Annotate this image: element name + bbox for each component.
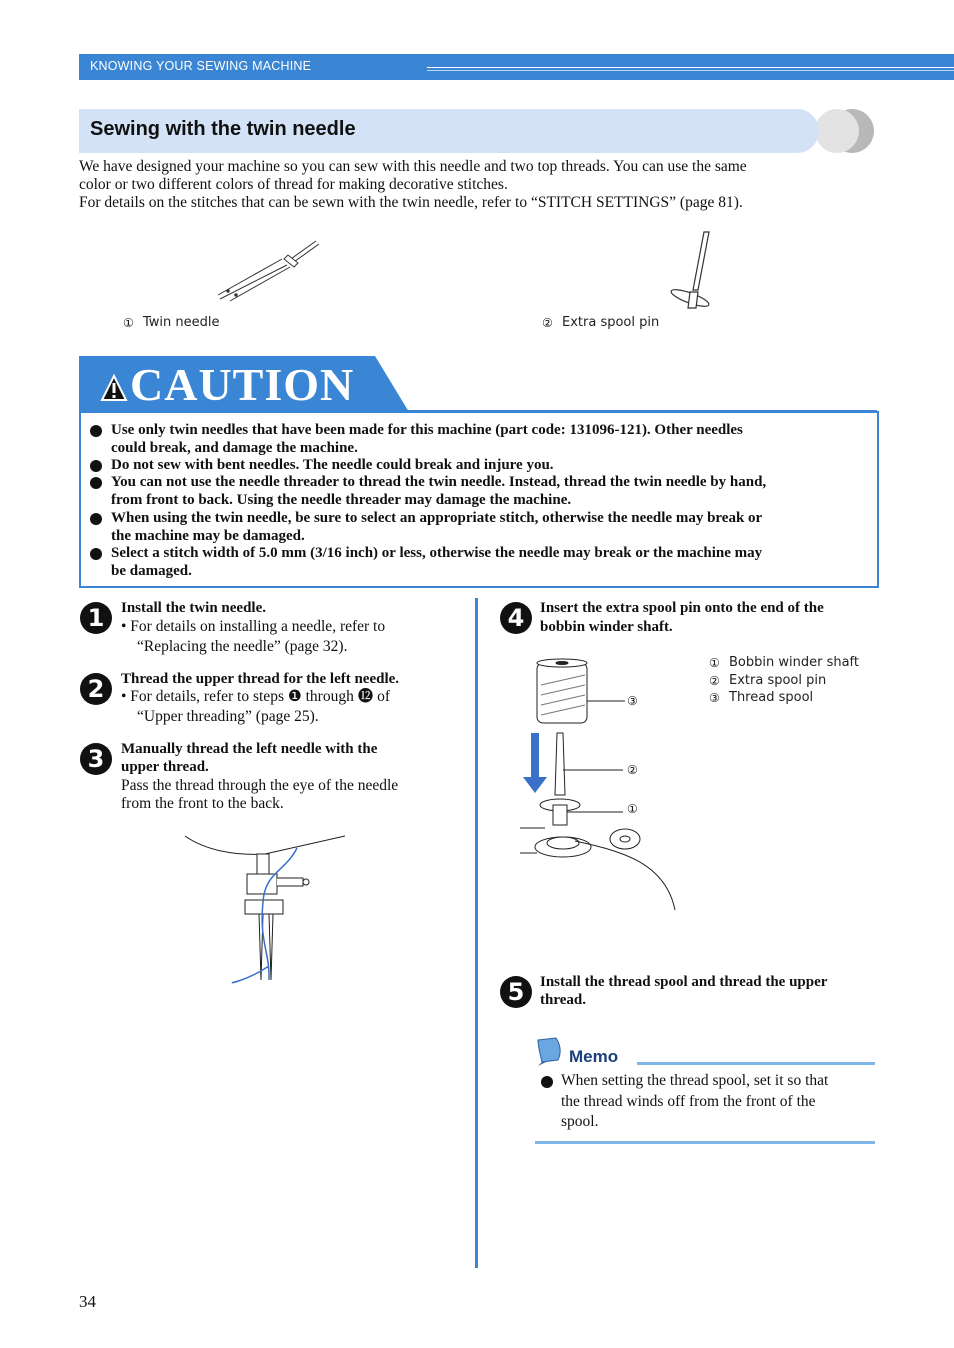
memo-line-2: the thread winds off from the front of the [561,1092,816,1110]
memo-bottom-rule [535,1141,875,1144]
step-4-title-2: bobbin winder shaft. [540,619,673,635]
memo-icon [534,1036,566,1066]
caution-item-5: Select a stitch width of 5.0 mm (3/16 inch) or less, otherwise the needle may break or the machine may be damaged. [90,545,860,580]
threading-illustration [185,832,350,992]
section-title: Sewing with the twin needle [90,118,356,140]
legend-label-1: Bobbin winder shaft [729,655,859,670]
step-5-title-2: thread. [540,992,586,1008]
step-4-title-1: Insert the extra spool pin onto the end of the [540,600,824,616]
twin-needle-num: ① [123,316,134,330]
caution-title: CAUTION [130,359,355,410]
bullet-icon [541,1076,553,1088]
bullet-icon [90,460,102,472]
legend-label-3: Thread spool [729,690,814,705]
bullet-icon [90,477,102,489]
memo-text [561,1071,876,1133]
page-number: 34 [79,1292,96,1311]
intro-paragraph [79,158,879,212]
memo-rule [637,1062,875,1065]
legend-num-1: ① [709,656,720,670]
caution-item-1: Use only twin needles that have been made for this machine (part code: 131096-121). Other needles could break, and damage the machine. [90,422,860,457]
step-1-text-1: • For details on installing a needle, refer to [121,618,386,635]
spool-pin-caption: Extra spool pin [562,315,660,330]
step-1-badge: 1 [80,602,112,634]
intro-line-3: For details on the stitches that can be sewn with the twin needle, refer to “STITCH SETTINGS” (page 81). [79,194,743,211]
bullet-icon [90,548,102,560]
memo-line-3: spool. [561,1113,599,1130]
step-2-text-1: • For details, refer to steps ❶ through ⓬ of [121,688,390,705]
chapter-header-text: KNOWING YOUR SEWING MACHINE [90,59,312,73]
callout-1: ① [627,802,638,816]
step-2-badge: 2 [80,673,112,705]
twin-needle-caption: Twin needle [143,315,220,330]
step-3-badge: 3 [80,743,112,775]
caution-item-3: You can not use the needle threader to thread the twin needle. Instead, thread the twin needle by hand, from front to back. Using the needle threader may damage the machine. [90,474,860,509]
step-5-badge: 5 [500,976,532,1008]
step-3-text-1: Pass the thread through the eye of the needle [121,777,399,794]
spool-pin-installation-illustration [515,655,685,915]
legend-num-3: ③ [709,691,720,705]
header-pill-light [815,109,859,153]
twin-needle-illustration [210,235,325,305]
column-divider [475,598,478,1268]
step-4-badge: 4 [500,602,532,634]
bullet-icon [90,425,102,437]
step-3-text-2: from the front to the back. [121,795,284,812]
callout-2: ② [627,763,638,777]
chapter-header-bar [79,54,954,80]
caution-item-4: When using the twin needle, be sure to select an appropriate stitch, otherwise the needle may break or the machine may be damaged. [90,510,860,545]
bullet-icon [90,513,102,525]
memo-line-1: When setting the thread spool, set it so that [561,1072,829,1089]
step-3-title-1: Manually thread the left needle with the [121,741,378,757]
step-5-title-1: Install the thread spool and thread the upper [540,974,828,990]
step-1-title: Install the twin needle. [121,600,267,616]
spool-pin-num: ② [542,316,553,330]
step-3-title-2: upper thread. [121,759,209,775]
extra-spool-pin-illustration [660,228,720,313]
legend-label-2: Extra spool pin [729,673,827,688]
step-2-text-2: “Upper threading” (page 25). [137,708,319,725]
intro-line-2: color or two different colors of thread for making decorative stitches. [79,176,508,193]
step-2-title: Thread the upper thread for the left needle. [121,671,400,687]
memo-label: Memo [569,1047,619,1066]
step-1-text-2: “Replacing the needle” (page 32). [137,638,348,655]
intro-line-1: We have designed your machine so you can sew with this needle and two top threads. You can use the same [79,158,747,175]
chapter-rule-light [427,70,954,71]
callout-3: ③ [627,694,638,708]
legend-num-2: ② [709,674,720,688]
chapter-rule [427,67,954,68]
caution-item-2: Do not sew with bent needles. The needle could break and injure you. [90,457,860,475]
